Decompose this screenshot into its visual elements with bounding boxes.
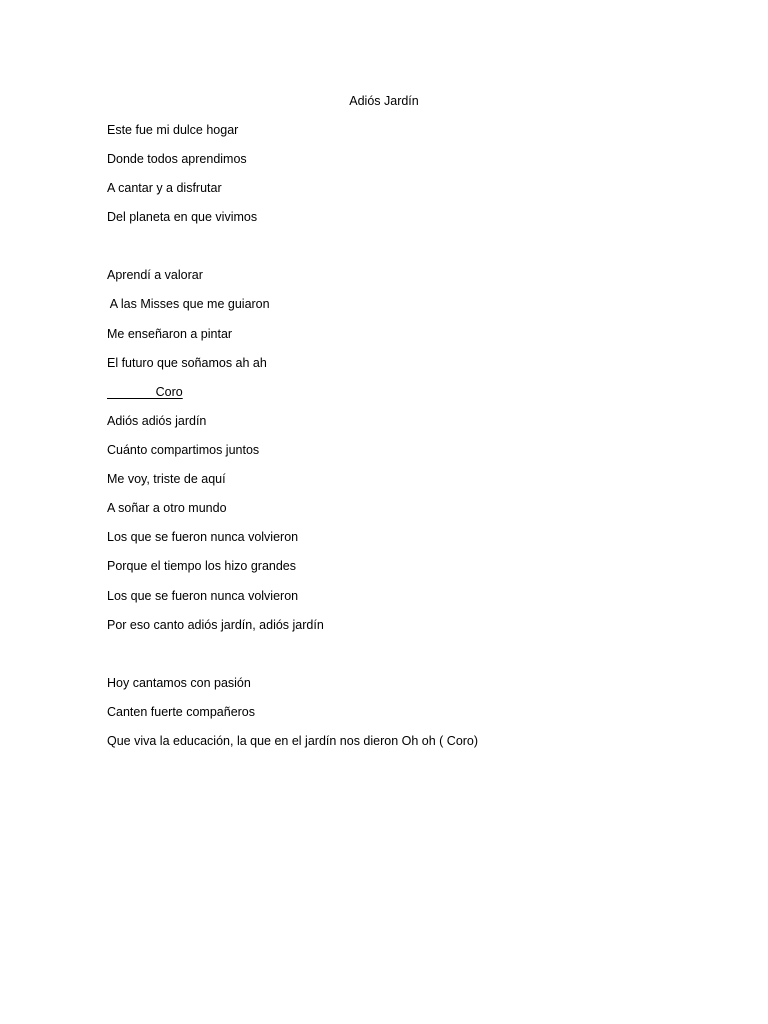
lyric-line: El futuro que soñamos ah ah [107, 356, 267, 370]
song-title: Adiós Jardín [349, 94, 419, 108]
lyric-line: Me enseñaron a pintar [107, 327, 233, 341]
lyric-line: Del planeta en que vivimos [107, 210, 258, 224]
chorus-heading: Coro [107, 385, 183, 399]
lyric-line: A las Misses que me guiaron [107, 297, 270, 311]
lyric-line: Este fue mi dulce hogar [107, 123, 239, 137]
lyric-line: Me voy, triste de aquí [107, 472, 226, 486]
lyric-line: Adiós adiós jardín [107, 414, 207, 428]
lyric-line: Por eso canto adiós jardín, adiós jardín [107, 618, 324, 632]
lyric-line: Que viva la educación, la que en el jardín nos dieron Oh oh ( Coro) [107, 734, 479, 748]
lyric-line: Los que se fueron nunca volvieron [107, 589, 299, 603]
lyric-line: Cuánto compartimos juntos [107, 443, 260, 457]
lyric-line: Hoy cantamos con pasión [107, 676, 251, 690]
lyric-line: A cantar y a disfrutar [107, 181, 222, 195]
lyric-line: Donde todos aprendimos [107, 152, 247, 166]
lyric-line: Los que se fueron nunca volvieron [107, 530, 299, 544]
lyric-line: Aprendí a valorar [107, 268, 203, 282]
lyric-line: Porque el tiempo los hizo grandes [107, 559, 297, 573]
lyric-line: Canten fuerte compañeros [107, 705, 256, 719]
lyric-line: A soñar a otro mundo [107, 501, 227, 515]
